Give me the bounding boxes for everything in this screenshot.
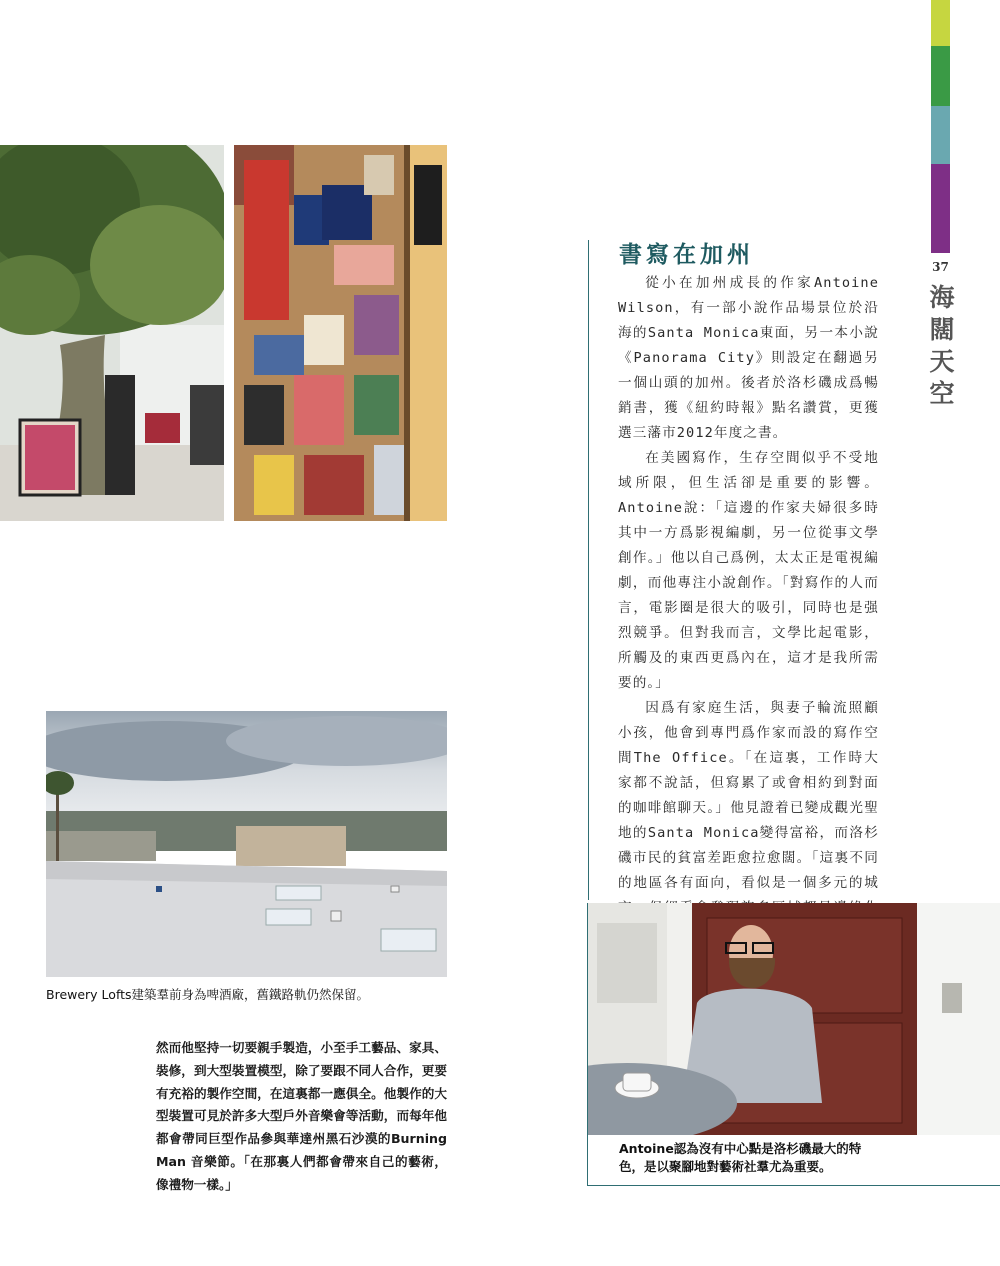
portrait-caption-line: 色，是以聚腳地對藝術社羣尤為重要。 [619,1159,832,1174]
portrait-caption-line: Antoine認為沒有中心點是洛杉磯最大的特 [619,1141,862,1156]
color-tab-green [931,46,950,106]
caption-rule [587,1185,1000,1186]
column-name-char: 闊 [929,315,955,344]
article-paragraph: 然而他堅持一切要親手製造，小至手工藝品、家具、裝修，到大型裝置模型，除了要跟不同人合作，更要有充裕的製作空間，在這裏都一應俱全。他製作的大型裝置可見於許多大型戶外音樂會等活動，而每年他都會帶同巨型作品參與華達州黑石沙漠的Burning Man 音樂節。「在那裏人們都會帶來自己的藝術，像禮物一樣。」 [156,1040,447,1192]
column-name-char: 空 [929,379,955,408]
column-name-char: 天 [929,347,955,376]
page-number: 37 [932,260,949,274]
portrait-caption [619,1140,919,1176]
portrait-photo [587,903,1000,1135]
rooftop-caption: Brewery Lofts建築羣前身為啤酒廠，舊鐵路軌仍然保留。 [46,987,370,1002]
section-title: 書寫在加州 [619,242,754,268]
rooftop-photo [46,711,447,977]
article-paragraph: 從小在加州成長的作家Antoine Wilson，有一部小說作品場景位於沿海的Santa Monica東面，另一本小說《Panorama City》則設定在翻過另一個山頭的加州。後者於洛杉磯成爲暢銷書，獲《紐約時報》點名讚賞，更獲選三藩市2012年度之書。 [618,275,879,441]
column-rule-top [588,240,589,900]
column-rule-bottom [587,903,588,1185]
poster-wall-photo [234,145,447,521]
article-continuation [156,1037,447,1197]
column-name [929,282,955,410]
article-paragraph: 因爲有家庭生活，與妻子輪流照顧小孩，他會到專門爲作家而設的寫作空間The Office。「在這裏，工作時大家都不說話，但寫累了或會相約到對面的咖啡館聊天。」他見證着已變成觀光聖地的Santa Monica變得富裕，而洛杉磯市民的貧富差距愈拉愈闊。「這裏不同的地區各有面向，看似是一個多元的城 [618,700,879,891]
column-name-char: 海 [929,283,955,312]
color-tab-lime [931,0,950,46]
color-tab-purple [931,164,950,253]
article-body [618,271,879,946]
article-paragraph: 在美國寫作，生存空間似乎不受地域所限，但生活卻是重要的影響。Antoine說：「這邊的作家夫婦很多時其中一方爲影視編劇，另一位從事文學創作。」他以自己爲例，太太正是電視編劇，而他專注小說創作。「對寫作的人而言，電影圈是很大的吸引，同時也是强烈競爭。但對我而言，文學比起電影，所觸及的東西更爲內在，這才是我所需要的。」 [618,450,879,691]
tree-loft-photo [0,145,224,521]
color-tab-teal [931,106,950,164]
